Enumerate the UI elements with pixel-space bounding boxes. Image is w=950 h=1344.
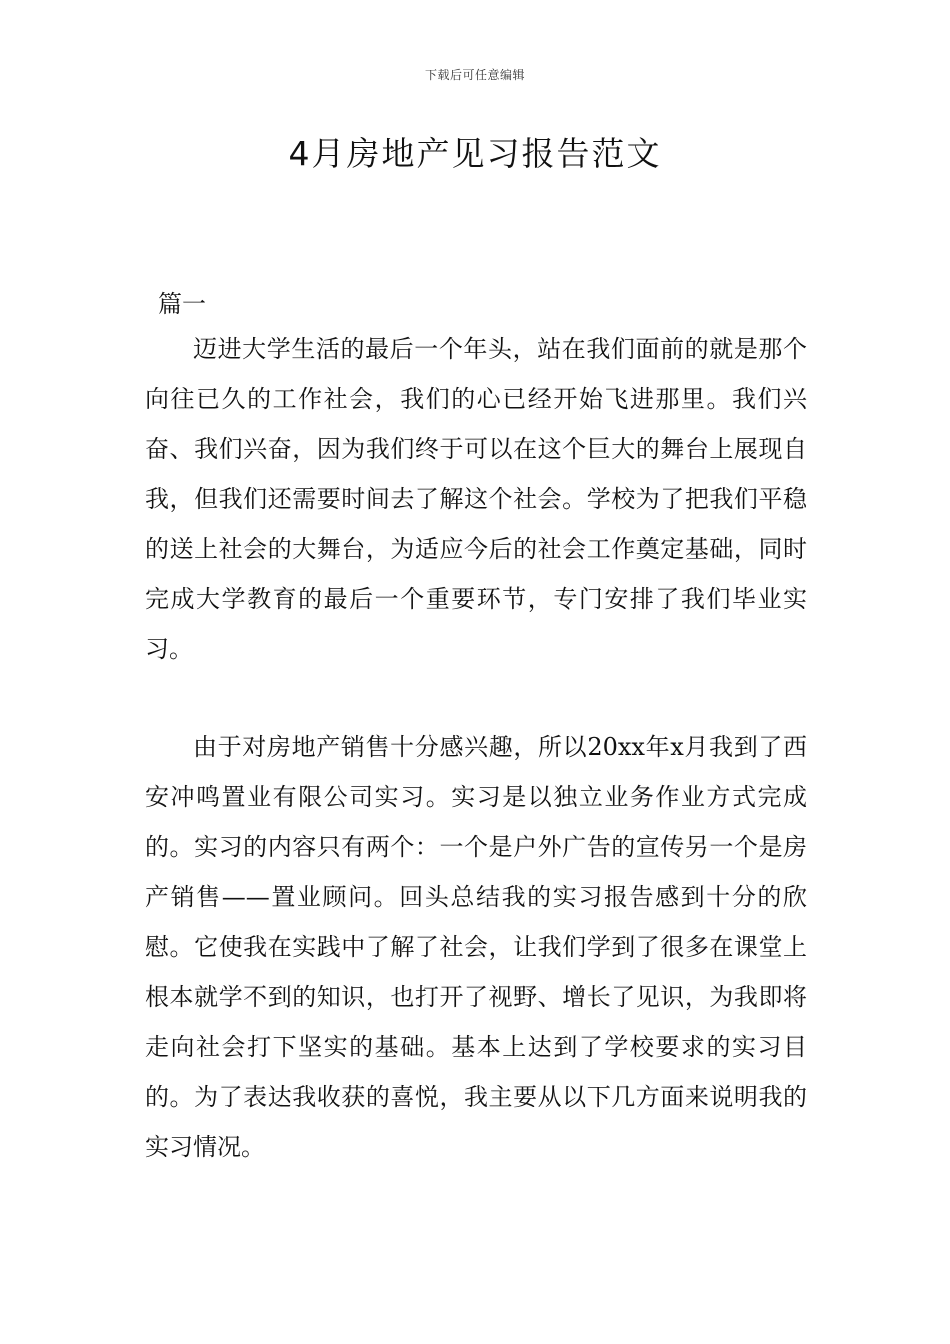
document-title: 4月房地产见习报告范文: [288, 134, 662, 173]
header-note: 下载后可任意编辑: [424, 68, 525, 82]
body-paragraph-2: 由于对房地产销售十分感兴趣，所以20xx年x月我到了西安冲鸣置业有限公司实习。实习是以独立业务作业方式完成的。实习的内容只有两个：一个是户外广告的宣传另一个是房产销售——置业顾问。回头总结我的实习报告感到十分的欣慰。它使我在实践中了解了社会，让我们学到了很多在课堂上根本就学不到的知识，也打开了视野、增长了见识，为我即将走向社会打下坚实的基础。基本上达到了学校要求的实习目的。为了表达我收获的喜悦，我主要从以下几方面来说明我的实习情况。: [145, 733, 807, 1161]
section-label: 篇一: [158, 290, 206, 318]
body-paragraph-1: 迈进大学生活的最后一个年头，站在我们面前的就是那个向往已久的工作社会，我们的心已经开始飞进那里。我们兴奋、我们兴奋，因为我们终于可以在这个巨大的舞台上展现自我，但我们还需要时间去了解这个社会。学校为了把我们平稳的送上社会的大舞台，为适应今后的社会工作奠定基础，同时完成大学教育的最后一个重要环节，专门安排了我们毕业实习。: [145, 335, 807, 663]
